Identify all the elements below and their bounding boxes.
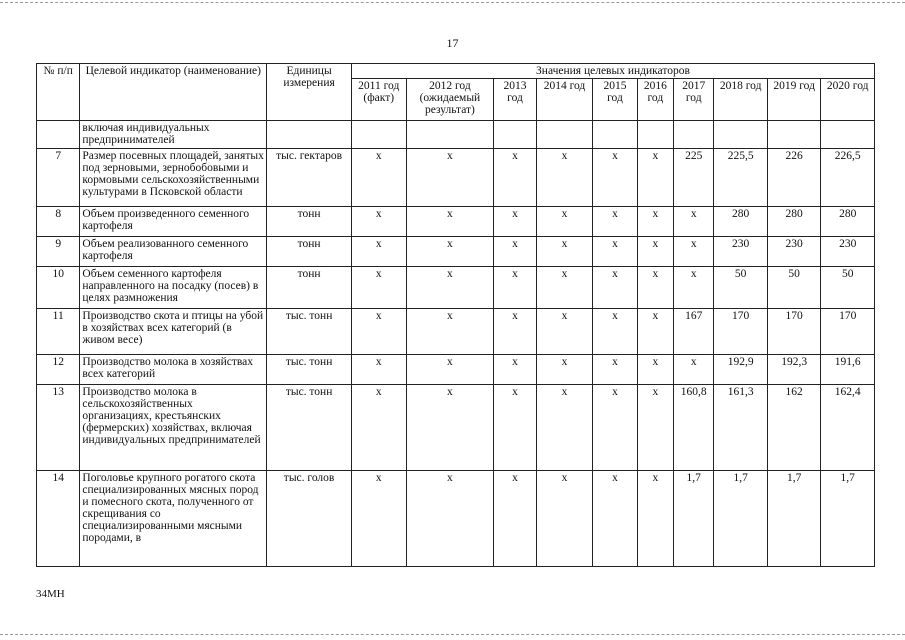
- header-units: Единицы измерения: [267, 64, 352, 121]
- row-value: x: [406, 309, 494, 355]
- row-value: x: [494, 267, 536, 309]
- row-value: [536, 121, 593, 149]
- table-row: [37, 207, 875, 237]
- table-row: [37, 309, 875, 355]
- row-indicator: Объем произведенного семенного картофеля: [80, 207, 267, 237]
- row-value: x: [351, 237, 406, 267]
- row-value: 50: [821, 267, 875, 309]
- row-num: 13: [37, 385, 80, 471]
- row-units: тыс. тонн: [267, 309, 352, 355]
- row-value: x: [494, 149, 536, 207]
- row-units: тыс. гектаров: [267, 149, 352, 207]
- row-value: x: [637, 385, 673, 471]
- row-value: x: [536, 207, 593, 237]
- row-value: x: [593, 267, 637, 309]
- row-value: 1,7: [821, 471, 875, 567]
- page-number: 17: [446, 36, 459, 50]
- row-value: 50: [767, 267, 821, 309]
- table-row: [37, 355, 875, 385]
- row-value: x: [494, 207, 536, 237]
- row-indicator: Производство молока в хозяйствах всех категорий: [80, 355, 267, 385]
- header-row-1: [37, 64, 875, 79]
- row-value: 280: [714, 207, 768, 237]
- row-value: 192,9: [714, 355, 768, 385]
- row-value: 162: [767, 385, 821, 471]
- row-num: 12: [37, 355, 80, 385]
- header-indicator: Целевой индикатор (наименование): [80, 64, 267, 121]
- header-year: 2017 год: [674, 79, 714, 121]
- row-value: 162,4: [821, 385, 875, 471]
- row-value: 170: [767, 309, 821, 355]
- table-row: [37, 121, 875, 149]
- row-value: x: [351, 471, 406, 567]
- row-value: 280: [821, 207, 875, 237]
- row-value: 50: [714, 267, 768, 309]
- row-value: x: [494, 385, 536, 471]
- row-num: 14: [37, 471, 80, 567]
- row-value: 1,7: [714, 471, 768, 567]
- row-value: 161,3: [714, 385, 768, 471]
- scan-edge-top: [0, 2, 905, 3]
- row-value: x: [351, 267, 406, 309]
- header-year: 2013 год: [494, 79, 536, 121]
- row-value: x: [406, 355, 494, 385]
- row-value: x: [406, 267, 494, 309]
- row-value: 225: [674, 149, 714, 207]
- row-value: x: [536, 471, 593, 567]
- row-value: [767, 121, 821, 149]
- row-num: 11: [37, 309, 80, 355]
- row-value: x: [406, 149, 494, 207]
- row-value: 1,7: [767, 471, 821, 567]
- row-indicator: Производство скота и птицы на убой в хозяйствах всех категорий (в живом весе): [80, 309, 267, 355]
- row-indicator: Размер посевных площадей, занятых под зерновыми, зернобобовыми и кормовыми сельскохозяйственными культурами в Псковской области: [80, 149, 267, 207]
- row-value: x: [637, 355, 673, 385]
- row-indicator: Производство молока в сельскохозяйственных организациях, крестьянских (фермерских) хозяйствах, включая индивидуальных предпринимателей: [80, 385, 267, 471]
- header-year: 2015 год: [593, 79, 637, 121]
- row-value: x: [637, 149, 673, 207]
- header-year: 2016 год: [637, 79, 673, 121]
- row-value: x: [593, 237, 637, 267]
- row-value: x: [637, 237, 673, 267]
- row-value: [351, 121, 406, 149]
- row-value: [494, 121, 536, 149]
- row-value: x: [536, 237, 593, 267]
- row-indicator: Поголовье крупного рогатого скота специализированных мясных пород и помесного скота, полученного от скрещивания со специализированными мясными породами, в: [80, 471, 267, 567]
- row-value: 160,8: [674, 385, 714, 471]
- row-value: x: [494, 355, 536, 385]
- header-year: 2012 год (ожидаемый результат): [406, 79, 494, 121]
- row-value: 225,5: [714, 149, 768, 207]
- row-value: 167: [674, 309, 714, 355]
- row-value: 230: [767, 237, 821, 267]
- row-units: тыс. тонн: [267, 385, 352, 471]
- row-num: [37, 121, 80, 149]
- header-year: 2020 год: [821, 79, 875, 121]
- row-value: x: [593, 471, 637, 567]
- table-row: [37, 149, 875, 207]
- row-value: x: [351, 385, 406, 471]
- row-value: x: [406, 471, 494, 567]
- row-units: тонн: [267, 237, 352, 267]
- row-units: [267, 121, 352, 149]
- row-value: x: [536, 385, 593, 471]
- row-value: 1,7: [674, 471, 714, 567]
- row-num: 9: [37, 237, 80, 267]
- row-value: x: [406, 385, 494, 471]
- row-indicator: Объем реализованного семенного картофеля: [80, 237, 267, 267]
- row-value: x: [593, 149, 637, 207]
- row-value: x: [406, 237, 494, 267]
- row-value: 280: [767, 207, 821, 237]
- row-value: x: [593, 355, 637, 385]
- row-units: тыс. тонн: [267, 355, 352, 385]
- row-value: x: [351, 207, 406, 237]
- header-year: 2014 год: [536, 79, 593, 121]
- row-value: [674, 121, 714, 149]
- footer-code: 34МН: [36, 588, 65, 600]
- row-value: 191,6: [821, 355, 875, 385]
- table-row: [37, 267, 875, 309]
- header-year: 2018 год: [714, 79, 768, 121]
- row-value: 170: [821, 309, 875, 355]
- row-value: x: [494, 237, 536, 267]
- row-indicator: включая индивидуальных предпринимателей: [80, 121, 267, 149]
- row-value: x: [351, 149, 406, 207]
- row-value: x: [593, 385, 637, 471]
- row-value: [593, 121, 637, 149]
- row-value: x: [406, 207, 494, 237]
- row-value: x: [494, 309, 536, 355]
- row-value: x: [536, 309, 593, 355]
- row-value: x: [637, 267, 673, 309]
- header-num: № п/п: [37, 64, 80, 121]
- row-value: [637, 121, 673, 149]
- row-value: [821, 121, 875, 149]
- header-values-group: Значения целевых индикаторов: [351, 64, 874, 79]
- row-value: x: [536, 267, 593, 309]
- row-value: x: [593, 207, 637, 237]
- indicators-table: [36, 63, 875, 567]
- row-value: x: [674, 237, 714, 267]
- row-value: x: [674, 355, 714, 385]
- header-year: 2011 год (факт): [351, 79, 406, 121]
- row-value: x: [637, 207, 673, 237]
- row-units: тонн: [267, 267, 352, 309]
- table-row: [37, 237, 875, 267]
- row-value: x: [536, 149, 593, 207]
- row-value: x: [637, 471, 673, 567]
- row-value: 226: [767, 149, 821, 207]
- row-indicator: Объем семенного картофеля направленного на посадку (посев) в целях размножения: [80, 267, 267, 309]
- row-value: [714, 121, 768, 149]
- row-units: тонн: [267, 207, 352, 237]
- row-num: 7: [37, 149, 80, 207]
- table-row: [37, 385, 875, 471]
- row-value: [406, 121, 494, 149]
- header-year: 2019 год: [767, 79, 821, 121]
- table-row: [37, 471, 875, 567]
- row-value: 192,3: [767, 355, 821, 385]
- row-value: 230: [821, 237, 875, 267]
- table-body: [37, 121, 875, 567]
- row-num: 8: [37, 207, 80, 237]
- row-value: x: [593, 309, 637, 355]
- row-value: x: [494, 471, 536, 567]
- row-value: x: [351, 309, 406, 355]
- scan-edge-bottom: [0, 634, 905, 635]
- row-value: 230: [714, 237, 768, 267]
- row-value: x: [674, 207, 714, 237]
- row-value: x: [674, 267, 714, 309]
- row-value: 170: [714, 309, 768, 355]
- row-value: x: [637, 309, 673, 355]
- row-value: 226,5: [821, 149, 875, 207]
- row-value: x: [351, 355, 406, 385]
- row-value: x: [536, 355, 593, 385]
- row-num: 10: [37, 267, 80, 309]
- row-units: тыс. голов: [267, 471, 352, 567]
